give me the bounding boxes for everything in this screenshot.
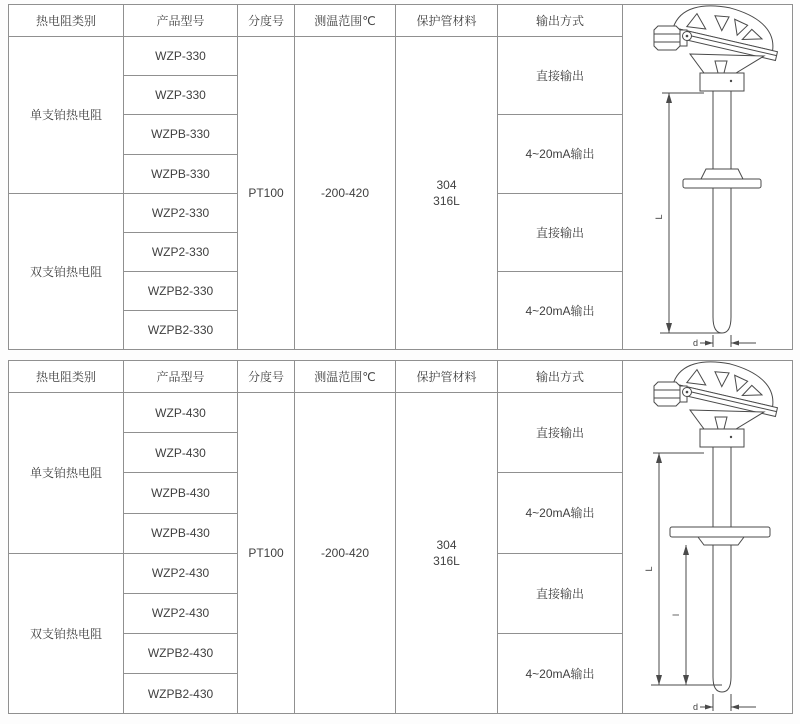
output-cell: 4~20mA输出	[498, 473, 623, 553]
model-cell: WZPB2-430	[124, 674, 238, 714]
model-cell: WZPB2-330	[124, 311, 238, 350]
model-cell: WZP-330	[124, 76, 238, 115]
model-cell: WZP-430	[124, 433, 238, 473]
material-line-2: 316L	[433, 554, 460, 568]
model-cell: WZP2-330	[124, 232, 238, 271]
sensor-diagram-330	[624, 5, 792, 349]
model-cell: WZP-330	[124, 37, 238, 76]
col-header-output: 输出方式	[498, 361, 623, 393]
output-cell: 4~20mA输出	[498, 115, 623, 193]
output-cell: 直接输出	[498, 37, 623, 115]
col-header-model: 产品型号	[124, 5, 238, 37]
col-header-range: 测温范围℃	[295, 5, 396, 37]
model-cell: WZP-430	[124, 393, 238, 433]
dim-label-d: d	[692, 702, 698, 712]
col-header-graduation: 分度号	[238, 5, 295, 37]
material-line-1: 304	[436, 538, 457, 552]
col-header-output: 输出方式	[498, 5, 623, 37]
model-cell: WZPB-430	[124, 513, 238, 553]
dimension-d	[700, 335, 756, 347]
col-header-category: 热电阻类别	[9, 361, 124, 393]
material-line-1: 304	[436, 178, 457, 192]
output-cell: 4~20mA输出	[498, 633, 623, 713]
material-line-2: 316L	[433, 194, 460, 208]
spec-table-430	[8, 360, 793, 714]
material-cell	[396, 393, 498, 714]
col-header-category: 热电阻类别	[9, 5, 124, 37]
model-cell: WZP2-430	[124, 553, 238, 593]
col-header-material: 保护管材料	[396, 5, 498, 37]
material-cell	[396, 37, 498, 350]
sensor-head-icon	[654, 361, 785, 447]
col-header-range: 测温范围℃	[295, 361, 396, 393]
model-cell: WZPB-430	[124, 473, 238, 513]
sensor-diagram-cell	[623, 361, 793, 714]
output-cell: 4~20mA输出	[498, 271, 623, 349]
header-row	[9, 5, 793, 37]
model-cell: WZPB2-330	[124, 271, 238, 310]
dim-label-L: L	[643, 566, 654, 572]
col-header-material: 保护管材料	[396, 361, 498, 393]
model-cell: WZPB2-430	[124, 633, 238, 673]
output-cell: 直接输出	[498, 553, 623, 633]
category-cell-single: 单支铂热电阻	[9, 393, 124, 554]
output-cell: 直接输出	[498, 193, 623, 271]
model-cell: WZPB-330	[124, 154, 238, 193]
temp-range-cell: -200-420	[295, 393, 396, 714]
model-cell: WZPB-330	[124, 115, 238, 154]
dimension-d	[700, 694, 756, 711]
dimension-l	[683, 545, 689, 685]
dim-label-d: d	[692, 338, 698, 348]
graduation-cell: PT100	[238, 37, 295, 350]
model-cell: WZP2-430	[124, 593, 238, 633]
col-header-graduation: 分度号	[238, 361, 295, 393]
sensor-diagram-cell	[623, 5, 793, 350]
temp-range-cell: -200-420	[295, 37, 396, 350]
table-gap	[8, 350, 792, 360]
dim-label-l: l	[670, 614, 681, 616]
dim-label-L: L	[653, 214, 664, 220]
output-cell: 直接输出	[498, 393, 623, 473]
col-header-model: 产品型号	[124, 361, 238, 393]
model-cell: WZP2-330	[124, 193, 238, 232]
sensor-diagram-430	[624, 361, 792, 713]
spec-table-330	[8, 4, 793, 350]
graduation-cell: PT100	[238, 393, 295, 714]
category-cell-dual: 双支铂热电阻	[9, 553, 124, 714]
category-cell-single: 单支铂热电阻	[9, 37, 124, 194]
sensor-head-icon	[654, 5, 785, 91]
category-cell-dual: 双支铂热电阻	[9, 193, 124, 350]
header-row	[9, 361, 793, 393]
